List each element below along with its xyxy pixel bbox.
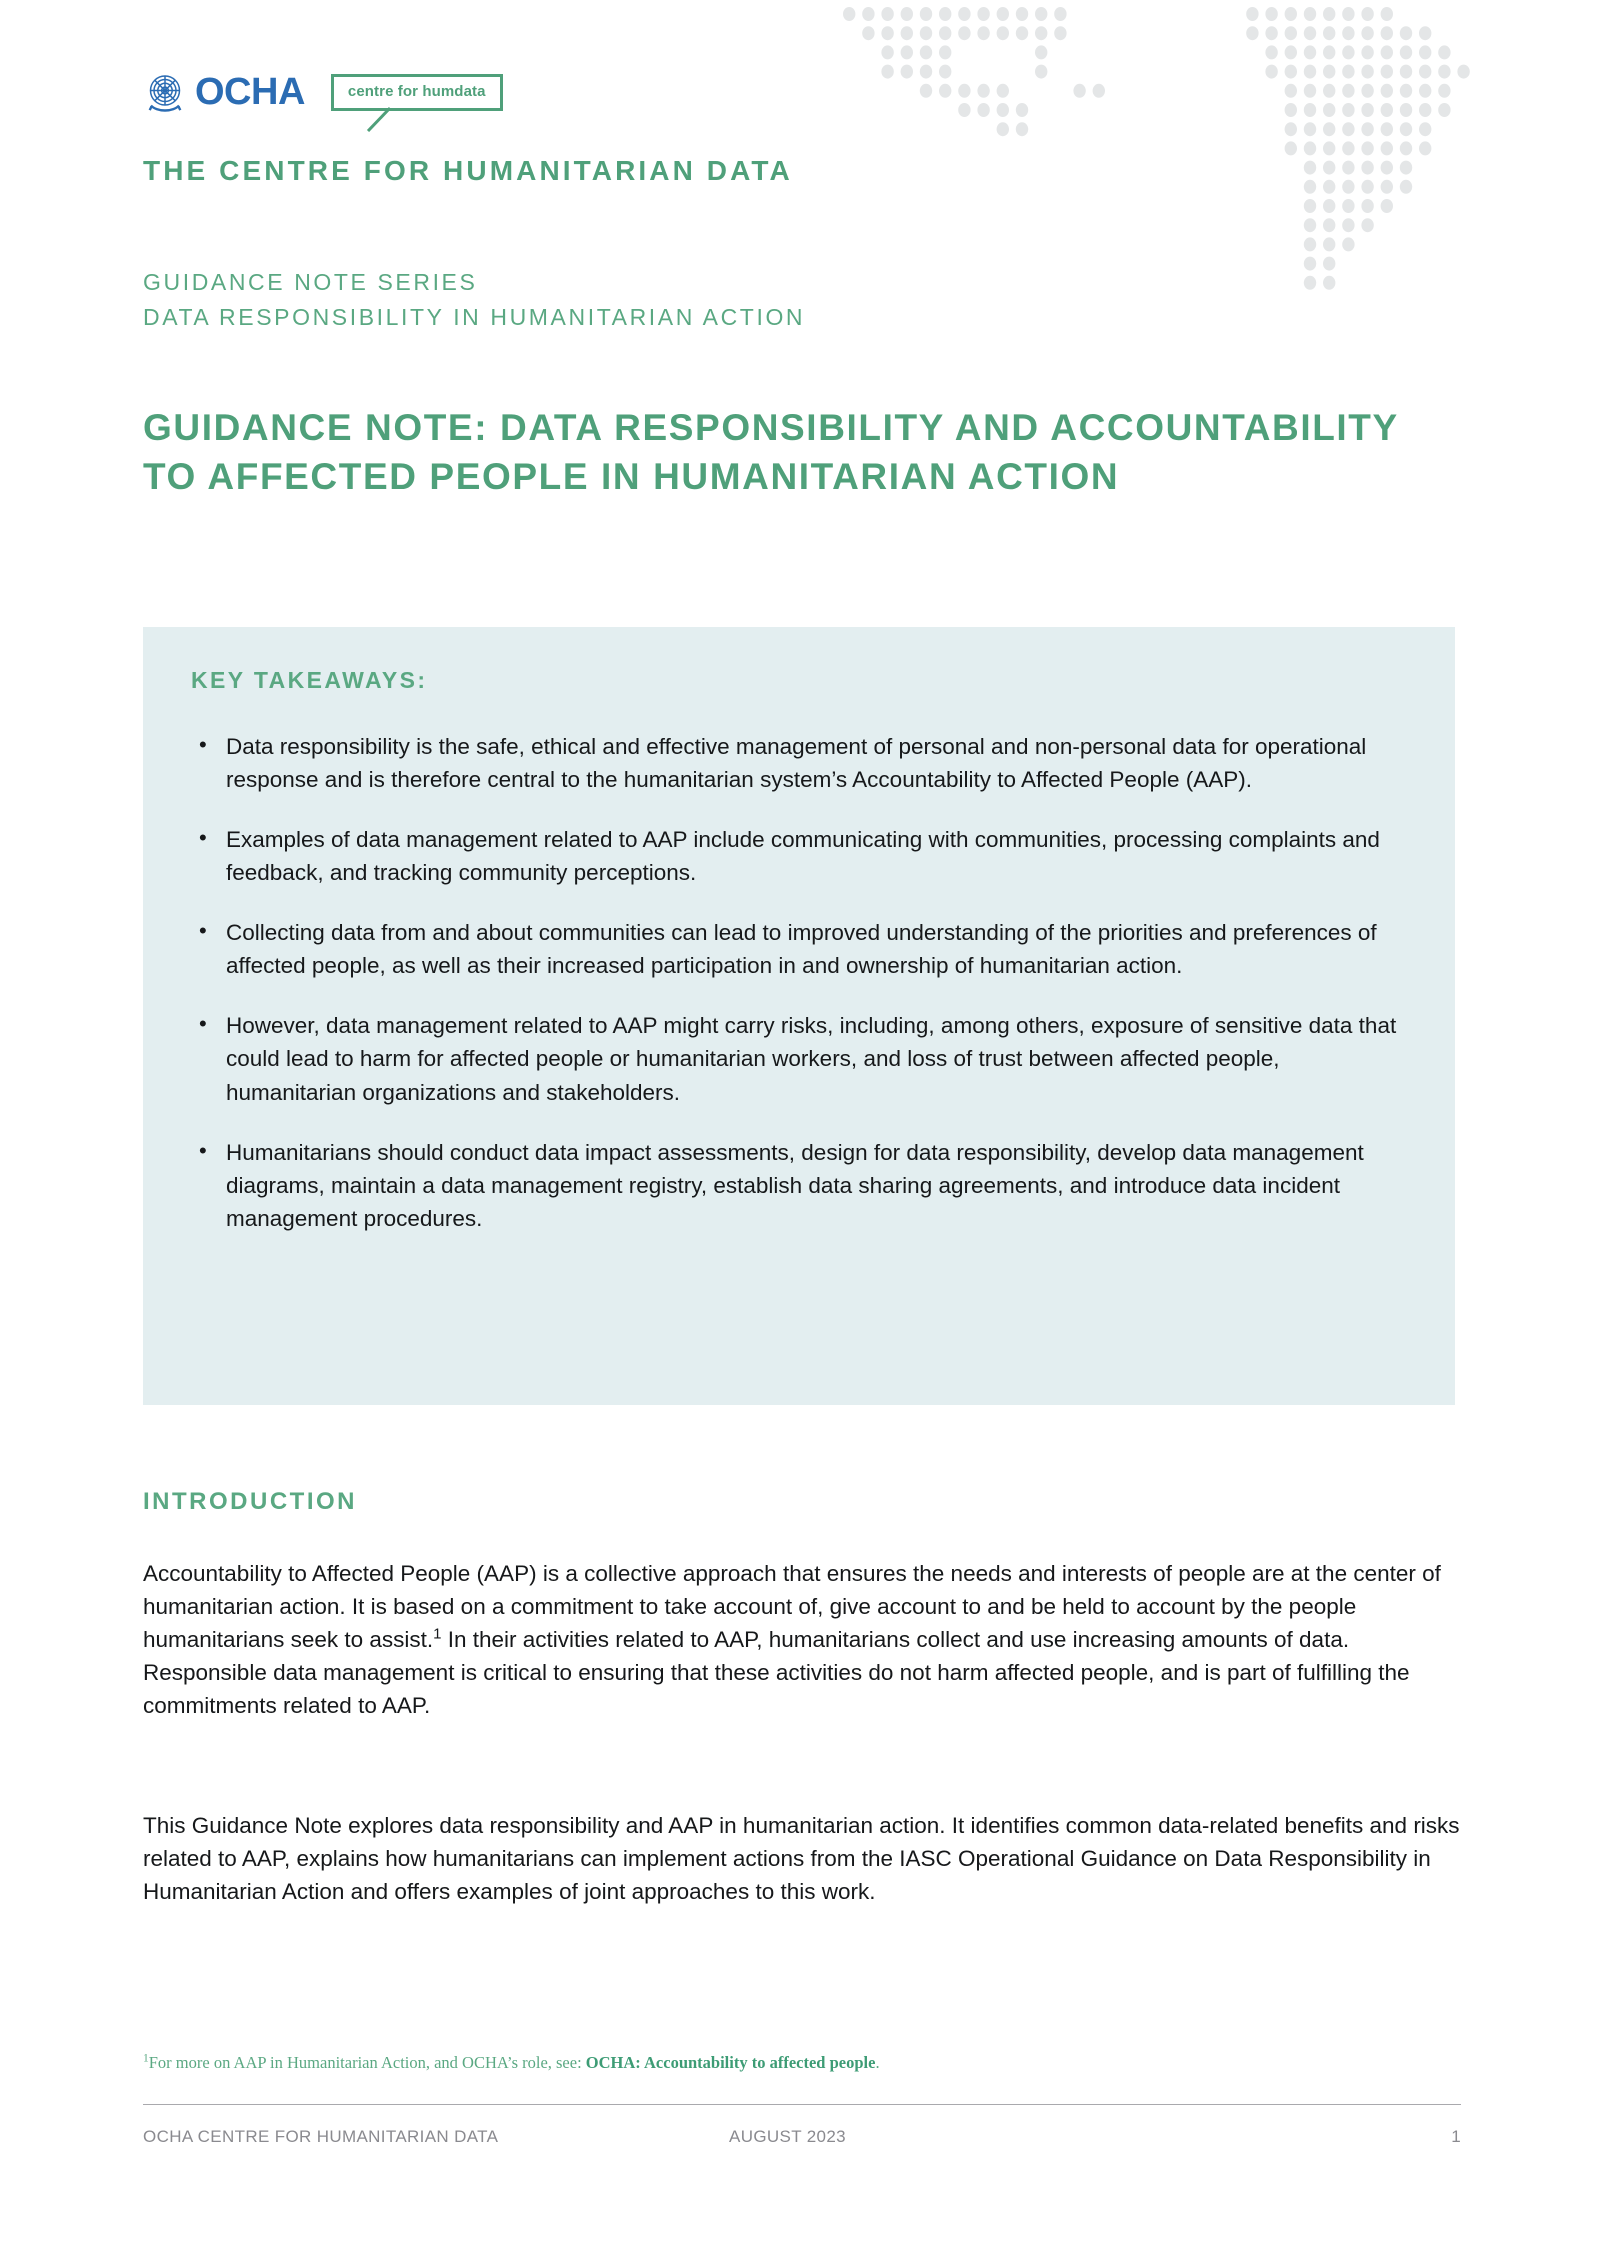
- brand-logo-row: [143, 70, 503, 114]
- bullet-icon: •: [199, 1011, 207, 1037]
- footnote-reference-1[interactable]: 1: [433, 1625, 442, 1643]
- series-line-2: DATA RESPONSIBILITY IN HUMANITARIAN ACTION: [143, 303, 806, 330]
- introduction-paragraph-1: [143, 1557, 1461, 1723]
- un-emblem-icon: [143, 70, 187, 114]
- bullet-icon: •: [199, 1137, 207, 1163]
- footnote-link[interactable]: OCHA: Accountability to affected people: [585, 2053, 876, 2072]
- ocha-wordmark: OCHA: [195, 71, 305, 113]
- key-takeaway-text: Examples of data management related to AAP include communicating with communities, processing complaints and feedback, and tracking community perceptions.: [226, 827, 1380, 886]
- key-takeaway-text: Humanitarians should conduct data impact assessments, design for data responsibility, develop data management diagrams, maintain a data management registry, establish data sharing agreements, and introduce data incident management procedures.: [226, 1139, 1364, 1231]
- footer-date: AUGUST 2023: [729, 2127, 846, 2146]
- page-footer: [143, 2127, 1461, 2153]
- masthead-title: THE CENTRE FOR HUMANITARIAN DATA: [143, 155, 793, 186]
- key-takeaways-heading: KEY TAKEAWAYS:: [191, 667, 428, 693]
- key-takeaway-item: [191, 916, 1403, 982]
- centre-for-humdata-badge: [331, 74, 503, 111]
- guidance-note-series-block: [143, 265, 805, 335]
- footer-divider: [143, 2104, 1461, 2105]
- intro-p1-text-after-footnote: In their activities related to AAP, humanitarians collect and use increasing amounts of data. Responsible data management is critical to ensuring that these activities do not harm affected people, and is part of fulfilling the commitments related to AAP.: [143, 1626, 1410, 1719]
- footnote-text: For more on AAP in Humanitarian Action, and OCHA’s role, see:: [148, 2053, 586, 2072]
- footer-organization: OCHA CENTRE FOR HUMANITARIAN DATA: [143, 2127, 499, 2146]
- footnote-block: [143, 2052, 1461, 2073]
- page-title: GUIDANCE NOTE: DATA RESPONSIBILITY AND ACCOUNTABILITY TO AFFECTED PEOPLE IN HUMANITARIAN ACTION: [143, 406, 1399, 497]
- centre-for-humdata-label: centre for humdata: [347, 82, 486, 100]
- key-takeaway-item: [191, 730, 1403, 796]
- key-takeaway-item: [191, 1136, 1403, 1235]
- footer-page-number: 1: [1451, 2127, 1461, 2146]
- footnote-number: 1: [143, 2052, 149, 2065]
- bullet-icon: •: [199, 825, 207, 851]
- series-line-1: GUIDANCE NOTE SERIES: [143, 269, 478, 295]
- speech-bubble-tail-icon: [366, 106, 406, 132]
- footnote-text-tail: .: [875, 2053, 880, 2072]
- key-takeaways-list: [191, 730, 1403, 1235]
- ocha-logo: [143, 70, 305, 114]
- key-takeaway-text: Collecting data from and about communities can lead to improved understanding of the priorities and preferences of affected people, as well as their increased participation in and ownership of humanitarian action.: [226, 920, 1377, 979]
- key-takeaways-panel: [143, 627, 1455, 1405]
- intro-p1-text-before-footnote: Accountability to Affected People (AAP) is a collective approach that ensures the needs and interests of people are at the center of humanitarian action. It is based on a commitment to take account of, give account to and be held to account by the people humanitarians seek to assist.: [143, 1560, 1441, 1652]
- bullet-icon: •: [199, 732, 207, 757]
- key-takeaway-item: [191, 823, 1403, 889]
- key-takeaway-item: [191, 1009, 1403, 1108]
- bullet-icon: •: [199, 918, 207, 944]
- introduction-heading: INTRODUCTION: [143, 1487, 357, 1515]
- key-takeaway-text: Data responsibility is the safe, ethical and effective management of personal and non-personal data for operational response and is therefore central to the humanitarian system’s Accountability to Affected People (AAP).: [226, 734, 1367, 793]
- key-takeaway-text: However, data management related to AAP might carry risks, including, among others, exposure of sensitive data that could lead to harm for affected people or humanitarian workers, and loss of trust between affected people, humanitarian organizations and stakeholders.: [226, 1013, 1397, 1105]
- introduction-paragraph-2: This Guidance Note explores data responsibility and AAP in humanitarian action. It identifies common data-related benefits and risks related to AAP, explains how humanitarians can implement actions from the IASC Operational Guidance on Data Responsibility in Humanitarian Action and offers examples of joint approaches to this work.: [143, 1812, 1460, 1904]
